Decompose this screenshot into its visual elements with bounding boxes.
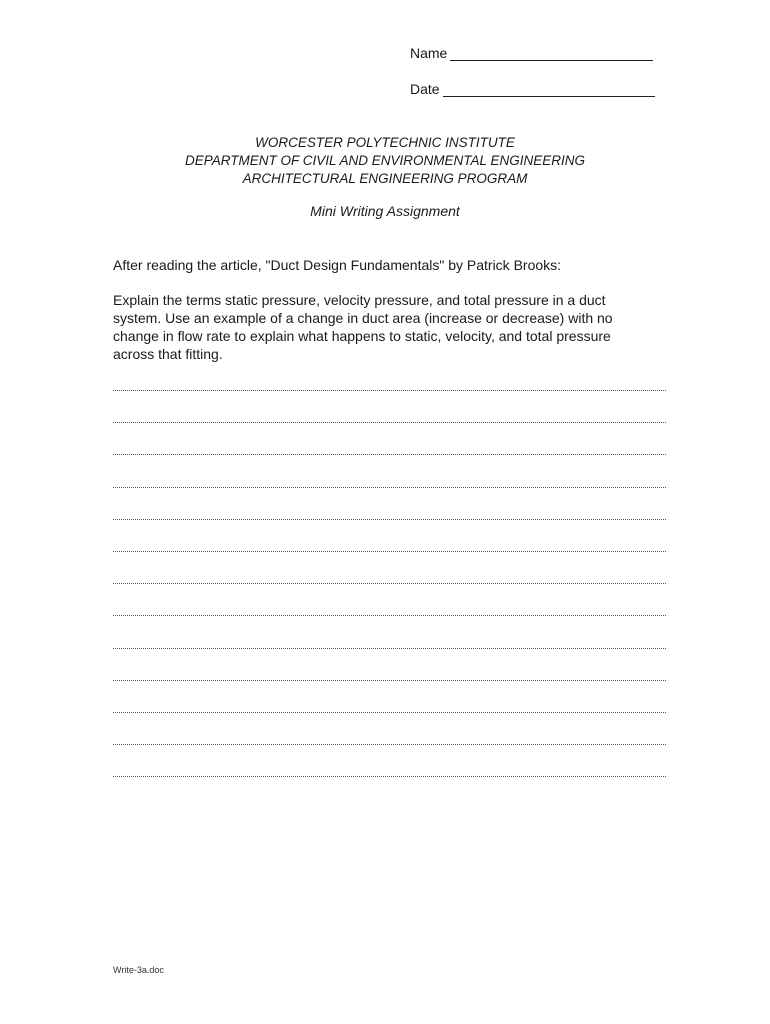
intro-text: After reading the article, "Duct Design Fundamentals" by Patrick Brooks:	[113, 257, 562, 273]
answer-line[interactable]	[113, 648, 666, 649]
answer-line[interactable]	[113, 712, 666, 713]
date-blank-line[interactable]	[443, 82, 655, 97]
header-program: ARCHITECTURAL ENGINEERING PROGRAM	[242, 171, 528, 186]
prompt-line: across that fitting.	[113, 346, 223, 362]
answer-line[interactable]	[113, 615, 666, 616]
name-field-row	[410, 45, 653, 61]
answer-line[interactable]	[113, 519, 666, 520]
name-label: Name	[410, 45, 448, 61]
date-label: Date	[410, 81, 440, 97]
footer-filename: Write-3a.doc	[113, 965, 164, 975]
answer-line[interactable]	[113, 680, 666, 681]
answer-line[interactable]	[113, 390, 666, 391]
assignment-title: Mini Writing Assignment	[310, 203, 460, 219]
prompt-line: system. Use an example of a change in duct area (increase or decrease) with no	[113, 310, 613, 326]
document-header	[0, 134, 770, 188]
answer-line[interactable]	[113, 776, 666, 777]
answer-line[interactable]	[113, 583, 666, 584]
header-institution: WORCESTER POLYTECHNIC INSTITUTE	[255, 135, 515, 150]
prompt-line: change in flow rate to explain what happens to static, velocity, and total pressure	[113, 328, 611, 344]
answer-line[interactable]	[113, 551, 666, 552]
answer-line[interactable]	[113, 422, 666, 423]
answer-line[interactable]	[113, 744, 666, 745]
date-field-row	[410, 81, 655, 97]
header-department: DEPARTMENT OF CIVIL AND ENVIRONMENTAL ENGINEERING	[184, 153, 586, 168]
prompt-line: Explain the terms static pressure, velocity pressure, and total pressure in a duct	[113, 292, 606, 308]
name-blank-line[interactable]	[450, 46, 653, 61]
answer-line[interactable]	[113, 454, 666, 455]
answer-line[interactable]	[113, 487, 666, 488]
assignment-prompt	[113, 291, 643, 363]
